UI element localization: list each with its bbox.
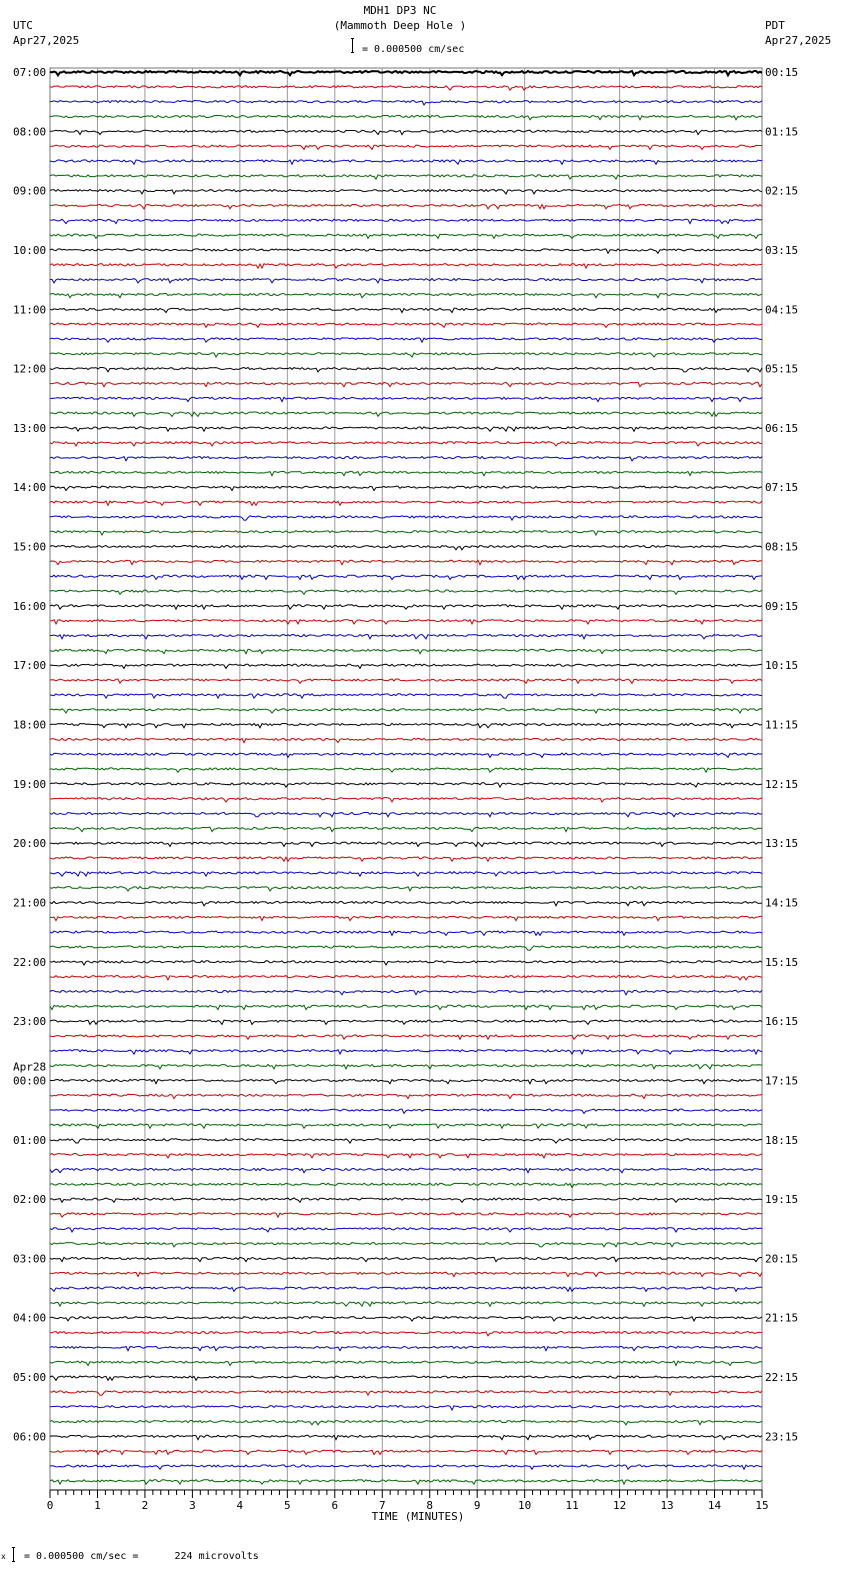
pdt-hour-label: 02:15	[765, 184, 799, 198]
x-tick-label: 12	[612, 1499, 627, 1512]
x-tick-label: 14	[707, 1499, 722, 1512]
trace-45	[50, 738, 762, 742]
trace-2	[50, 101, 762, 105]
trace-56	[50, 901, 762, 905]
trace-42	[50, 694, 762, 698]
pdt-hour-label: 01:15	[765, 125, 799, 139]
trace-40	[50, 664, 762, 668]
trace-68	[50, 1079, 762, 1083]
trace-84	[50, 1317, 762, 1321]
pdt-hour-label: 21:15	[765, 1311, 799, 1325]
pdt-hour-label: 07:15	[765, 481, 799, 495]
trace-74	[50, 1168, 762, 1172]
trace-71	[50, 1124, 762, 1128]
x-tick-label: 4	[236, 1499, 244, 1512]
trace-69	[50, 1094, 762, 1098]
trace-49	[50, 798, 762, 802]
trace-21	[50, 382, 762, 386]
trace-32	[50, 546, 762, 550]
utc-hour-label: 18:00	[13, 718, 47, 732]
trace-18	[50, 338, 762, 342]
trace-95	[50, 1480, 762, 1484]
trace-14	[50, 279, 762, 283]
pdt-hour-label: 00:15	[765, 66, 799, 79]
trace-20	[50, 368, 762, 372]
pdt-hour-label: 15:15	[765, 955, 799, 969]
trace-34	[50, 575, 762, 579]
trace-80	[50, 1257, 762, 1261]
trace-70	[50, 1109, 762, 1113]
pdt-hour-label: 03:15	[765, 243, 799, 257]
trace-29	[50, 501, 762, 505]
x-tick-label: 10	[518, 1499, 532, 1512]
trace-83	[50, 1302, 762, 1306]
trace-36	[50, 605, 762, 609]
station-title: MDH1 DP3 NC	[363, 4, 437, 17]
trace-22	[50, 397, 762, 401]
trace-13	[50, 264, 762, 268]
pdt-hour-label: 08:15	[765, 540, 799, 554]
trace-16	[50, 308, 762, 312]
pdt-hour-label: 13:15	[765, 837, 799, 851]
pdt-hour-label: 14:15	[765, 896, 799, 910]
trace-39	[50, 649, 762, 653]
trace-48	[50, 783, 762, 787]
utc-hour-label: 07:00	[13, 66, 47, 79]
utc-hour-label: 21:00	[13, 896, 47, 910]
trace-27	[50, 471, 762, 475]
trace-37	[50, 620, 762, 624]
x-tick-label: 7	[378, 1499, 386, 1512]
trace-5	[50, 145, 762, 149]
utc-hour-label: 16:00	[13, 599, 47, 613]
trace-78	[50, 1228, 762, 1232]
left-date: Apr27,2025	[13, 34, 80, 47]
utc-hour-label: 20:00	[13, 837, 47, 851]
trace-79	[50, 1243, 762, 1247]
trace-24	[50, 427, 762, 431]
x-tick-label: 1	[94, 1499, 101, 1512]
utc-hour-label: 08:00	[13, 125, 47, 139]
trace-85	[50, 1332, 762, 1336]
pdt-hour-label: 04:15	[765, 303, 799, 317]
trace-23	[50, 412, 762, 416]
utc-hour-label: 14:00	[13, 481, 47, 495]
trace-4	[50, 130, 762, 134]
footer-scale: = 0.000500 cm/sec = 224 microvolts	[24, 1551, 259, 1562]
trace-75	[50, 1183, 762, 1187]
footer-prefix: x	[1, 1552, 6, 1561]
x-tick-label: 2	[141, 1499, 149, 1512]
trace-64	[50, 1020, 762, 1024]
utc-hour-label: 15:00	[13, 540, 47, 554]
trace-88	[50, 1376, 762, 1380]
trace-59	[50, 946, 762, 950]
right-date: Apr27,2025	[765, 34, 832, 47]
trace-31	[50, 531, 762, 535]
trace-61	[50, 976, 762, 980]
pdt-hour-label: 23:15	[765, 1430, 799, 1444]
trace-72	[50, 1139, 762, 1143]
utc-hour-label: 12:00	[13, 362, 47, 376]
x-axis-title: TIME (MINUTES)	[371, 1510, 465, 1523]
trace-94	[50, 1465, 762, 1469]
trace-17	[50, 323, 762, 327]
utc-hour-label: 23:00	[13, 1015, 47, 1029]
trace-15	[50, 293, 762, 297]
trace-55	[50, 887, 762, 891]
pdt-hour-label: 17:15	[765, 1074, 799, 1088]
x-tick-label: 3	[189, 1499, 196, 1512]
utc-hour-label: 10:00	[13, 243, 47, 257]
trace-43	[50, 709, 762, 713]
trace-60	[50, 961, 762, 965]
trace-30	[50, 516, 762, 520]
left-timezone: UTC	[13, 19, 33, 32]
trace-76	[50, 1198, 762, 1202]
x-tick-label: 13	[660, 1499, 674, 1512]
trace-19	[50, 353, 762, 357]
utc-hour-label: 01:00	[13, 1133, 47, 1147]
trace-11	[50, 234, 762, 238]
utc-hour-label: 00:00	[13, 1074, 47, 1088]
trace-35	[50, 590, 762, 594]
pdt-hour-label: 20:15	[765, 1252, 799, 1266]
x-tick-label: 5	[284, 1499, 291, 1512]
pdt-hour-label: 16:15	[765, 1015, 799, 1029]
trace-50	[50, 812, 762, 816]
trace-91	[50, 1420, 762, 1424]
trace-73	[50, 1154, 762, 1158]
trace-58	[50, 931, 762, 935]
trace-86	[50, 1346, 762, 1350]
trace-10	[50, 219, 762, 223]
utc-hour-label: 11:00	[13, 303, 47, 317]
pdt-hour-label: 11:15	[765, 718, 799, 732]
x-tick-label: 0	[46, 1499, 54, 1512]
trace-57	[50, 916, 762, 920]
trace-28	[50, 486, 762, 490]
trace-26	[50, 457, 762, 461]
trace-7	[50, 175, 762, 179]
trace-51	[50, 827, 762, 831]
date-change-label: Apr28	[13, 1060, 47, 1074]
utc-hour-label: 22:00	[13, 955, 47, 969]
trace-1	[50, 86, 762, 90]
trace-46	[50, 753, 762, 757]
utc-hour-label: 03:00	[13, 1252, 47, 1266]
pdt-hour-label: 09:15	[765, 599, 799, 613]
trace-63	[50, 1005, 762, 1009]
trace-52	[50, 842, 762, 846]
trace-65	[50, 1035, 762, 1039]
location-title: (Mammoth Deep Hole )	[333, 19, 467, 32]
trace-90	[50, 1406, 762, 1410]
footer-scale-icon	[12, 1547, 15, 1562]
scale-text: = 0.000500 cm/sec	[362, 44, 465, 55]
x-tick-label: 8	[426, 1499, 434, 1512]
pdt-hour-label: 06:15	[765, 421, 799, 435]
utc-hour-label: 17:00	[13, 659, 47, 673]
trace-92	[50, 1435, 762, 1439]
trace-38	[50, 634, 762, 638]
trace-89	[50, 1391, 762, 1395]
trace-0	[50, 71, 762, 75]
trace-25	[50, 442, 762, 446]
trace-81	[50, 1272, 762, 1276]
utc-hour-label: 09:00	[13, 184, 47, 198]
utc-hour-label: 06:00	[13, 1430, 47, 1444]
trace-47	[50, 768, 762, 772]
trace-41	[50, 679, 762, 683]
pdt-hour-label: 12:15	[765, 777, 799, 791]
pdt-hour-label: 05:15	[765, 362, 799, 376]
trace-67	[50, 1065, 762, 1069]
pdt-hour-label: 19:15	[765, 1193, 799, 1207]
utc-hour-label: 02:00	[13, 1193, 47, 1207]
trace-62	[50, 990, 762, 994]
x-tick-label: 15	[755, 1499, 769, 1512]
x-tick-label: 6	[331, 1499, 339, 1512]
trace-54	[50, 872, 762, 876]
trace-3	[50, 115, 762, 119]
trace-77	[50, 1213, 762, 1217]
trace-66	[50, 1050, 762, 1054]
utc-hour-label: 19:00	[13, 777, 47, 791]
x-tick-label: 11	[565, 1499, 579, 1512]
trace-6	[50, 160, 762, 164]
utc-hour-label: 13:00	[13, 421, 47, 435]
x-tick-label: 9	[473, 1499, 481, 1512]
trace-9	[50, 204, 762, 208]
pdt-hour-label: 10:15	[765, 659, 799, 673]
plot-frame	[50, 68, 762, 1490]
trace-8	[50, 190, 762, 194]
pdt-hour-label: 18:15	[765, 1133, 799, 1147]
trace-82	[50, 1287, 762, 1291]
right-timezone: PDT	[765, 19, 785, 32]
trace-12	[50, 249, 762, 253]
utc-hour-label: 04:00	[13, 1311, 47, 1325]
utc-hour-label: 05:00	[13, 1371, 47, 1385]
trace-44	[50, 723, 762, 727]
pdt-hour-label: 22:15	[765, 1371, 799, 1385]
trace-53	[50, 857, 762, 861]
trace-33	[50, 560, 762, 564]
trace-87	[50, 1361, 762, 1365]
trace-93	[50, 1450, 762, 1454]
